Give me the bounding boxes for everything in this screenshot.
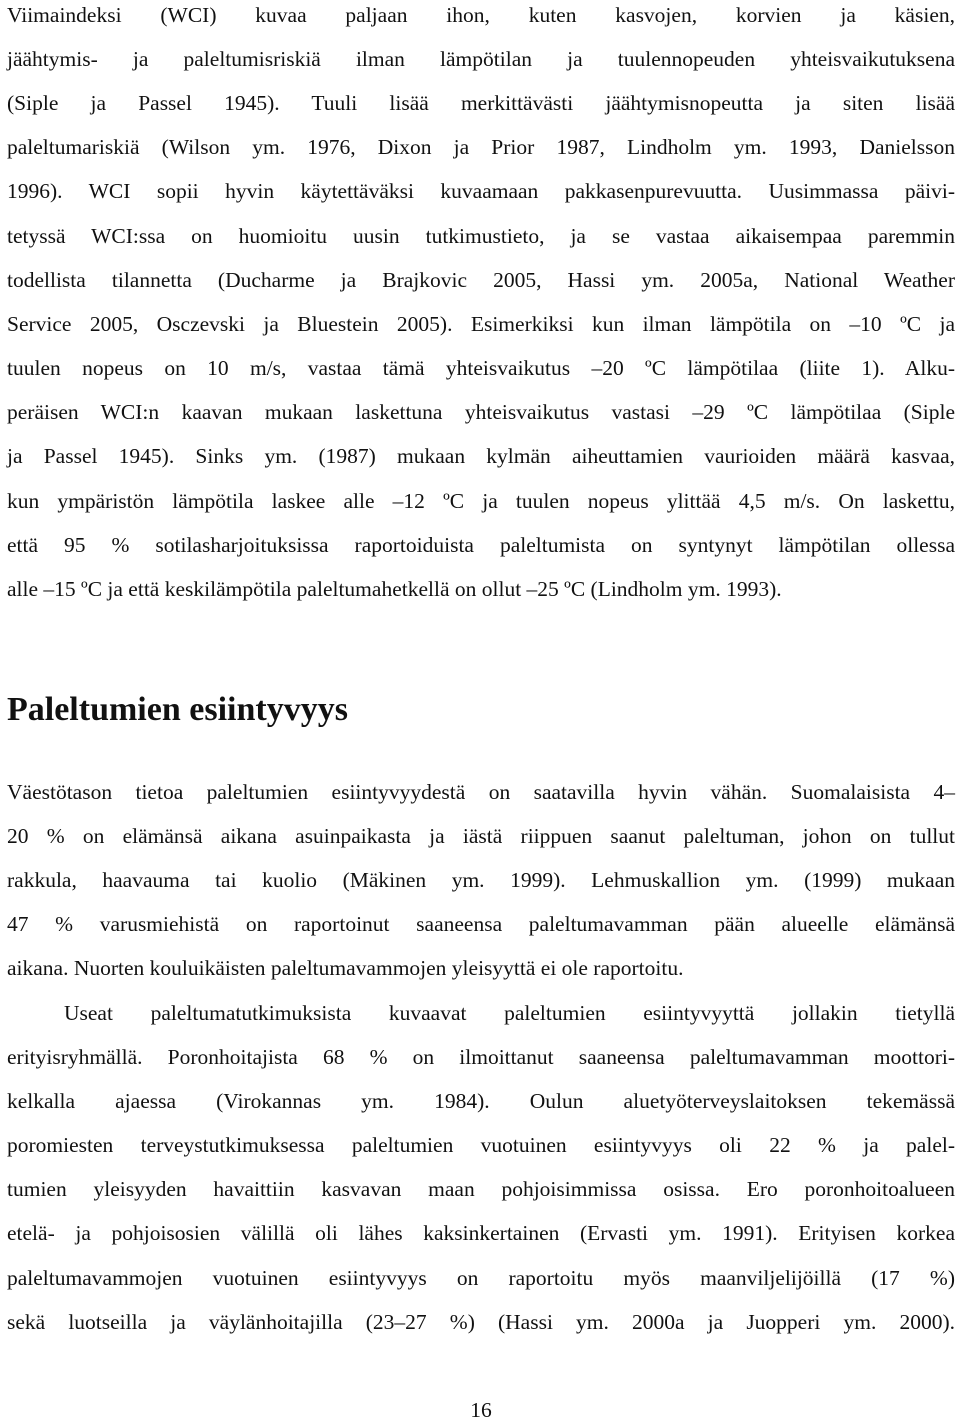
text-line: 1996). WCI sopii hyvin käytettäväksi kuvaamaan pakkasenpurevuutta. Uusimmassa päivi- [7, 179, 955, 203]
text-line: poromiesten terveystutkimuksessa paleltumien vuotuinen esiintyvyys oli 22 % ja palel- [7, 1133, 955, 1157]
text-line: aikana. Nuorten kouluikäisten paleltumavammojen yleisyyttä ei ole raportoitu. [7, 956, 684, 980]
text-line: alle –15 ºC ja että keskilämpötila paleltumahetkellä on ollut –25 ºC (Lindholm ym. 1993). [7, 577, 782, 601]
text-line: Viimaindeksi (WCI) kuvaa paljaan ihon, kuten kasvojen, korvien ja käsien, [7, 3, 955, 27]
text-line: sekä luotseilla ja väylänhoitajilla (23–27 %) (Hassi ym. 2000a ja Juopperi ym. 2000). [7, 1310, 955, 1334]
text-line: etelä- ja pohjoisosien välillä oli lähes kaksinkertainen (Ervasti ym. 1991). Erityisen korkea [7, 1221, 955, 1245]
text-line: paleltumariskiä (Wilson ym. 1976, Dixon ja Prior 1987, Lindholm ym. 1993, Danielsson [7, 135, 955, 159]
text-line: 20 % on elämänsä aikana asuinpaikasta ja iästä riippuen saanut paleltuman, johon on tullut [7, 824, 955, 848]
text-line: todellista tilannetta (Ducharme ja Brajkovic 2005, Hassi ym. 2005a, National Weather [7, 268, 955, 292]
section-heading: Paleltumien esiintyvyys [7, 691, 348, 728]
text-line: Väestötason tietoa paleltumien esiintyvyydestä on saatavilla hyvin vähän. Suomalaisista 4– [7, 780, 955, 804]
text-line: Service 2005, Osczevski ja Bluestein 2005). Esimerkiksi kun ilman lämpötila on –10 ºC ja [7, 312, 955, 336]
text-line: 47 % varusmiehistä on raportoinut saaneensa paleltumavamman pään alueelle elämänsä [7, 912, 955, 936]
text-line: tuulen nopeus on 10 m/s, vastaa tämä yhteisvaikutus –20 ºC lämpötilaa (liite 1). Alku- [7, 356, 955, 380]
text-line: tetyssä WCI:ssa on huomioitu uusin tutkimustieto, ja se vastaa aikaisempaa paremmin [7, 224, 955, 248]
text-line: paleltumavammojen vuotuinen esiintyvyys on raportoitu myös maanviljelijöillä (17 %) [7, 1266, 955, 1290]
text-line: tumien yleisyyden havaittiin kasvavan maan pohjoisimmissa osissa. Ero poronhoitoalueen [7, 1177, 955, 1201]
text-line: kelkalla ajaessa (Virokannas ym. 1984). Oulun aluetyöterveyslaitoksen tekemässä [7, 1089, 955, 1113]
text-line: ja Passel 1945). Sinks ym. (1987) mukaan kylmän aiheuttamien vaurioiden määrä kasvaa, [7, 444, 955, 468]
text-line: erityisryhmällä. Poronhoitajista 68 % on ilmoittanut saaneensa paleltumavamman moottori- [7, 1045, 955, 1069]
text-line: Useat paleltumatutkimuksista kuvaavat paleltumien esiintyvyyttä jollakin tietyllä [64, 1001, 955, 1025]
page-number: 16 [470, 1398, 492, 1422]
text-line: peräisen WCI:n kaavan mukaan laskettuna yhteisvaikutus vastasi –29 ºC lämpötilaa (Siple [7, 400, 955, 424]
text-line: (Siple ja Passel 1945). Tuuli lisää merkittävästi jäähtymisnopeutta ja siten lisää [7, 91, 955, 115]
text-line: kun ympäristön lämpötila laskee alle –12 ºC ja tuulen nopeus ylittää 4,5 m/s. On laskettu, [7, 489, 955, 513]
text-line: rakkula, haavauma tai kuolio (Mäkinen ym. 1999). Lehmuskallion ym. (1999) mukaan [7, 868, 955, 892]
text-line: että 95 % sotilasharjoituksissa raportoiduista paleltumista on syntynyt lämpötilan ollessa [7, 533, 955, 557]
text-line: jäähtymis- ja paleltumisriskiä ilman lämpötilan ja tuulennopeuden yhteisvaikutuksena [7, 47, 955, 71]
